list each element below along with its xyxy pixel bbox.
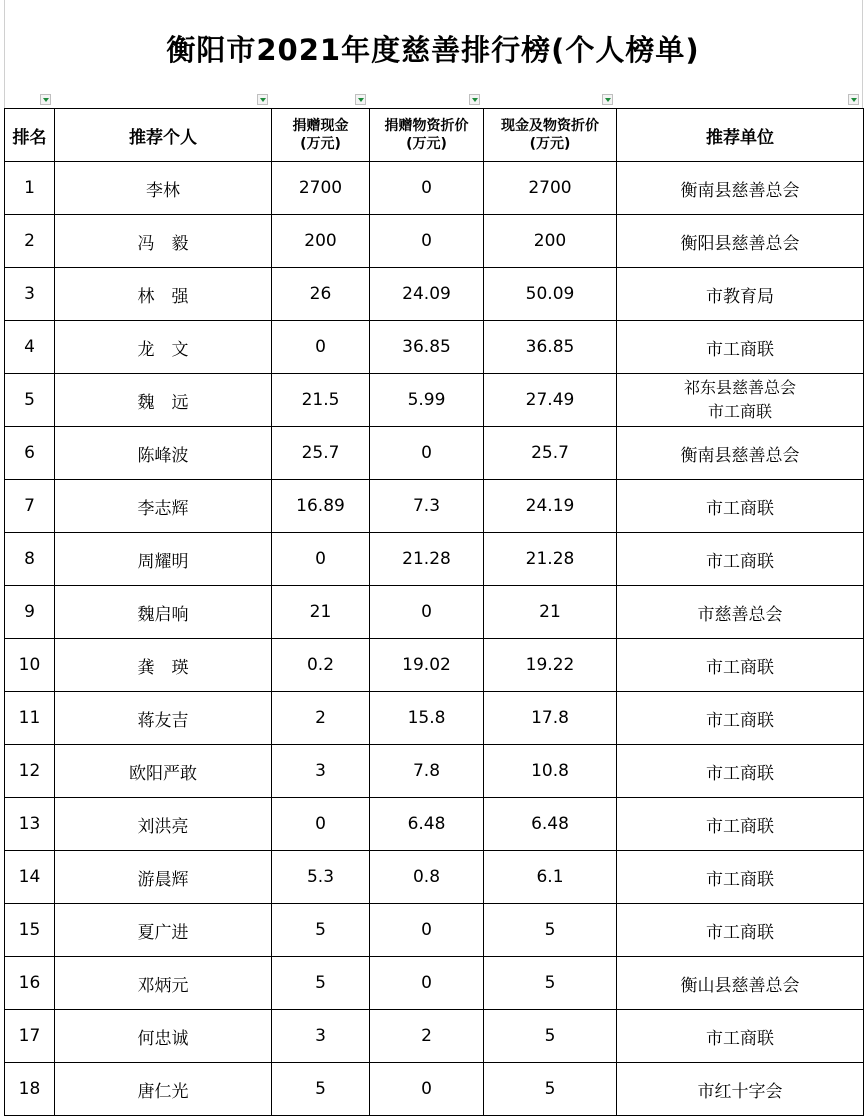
total-cell[interactable]: 21 [484,586,617,639]
name-cell[interactable]: 龙 文 [55,321,272,374]
rank-cell[interactable]: 17 [5,1010,55,1063]
name-cell[interactable]: 陈峰波 [55,427,272,480]
rank-cell[interactable]: 11 [5,692,55,745]
name-cell[interactable]: 夏广进 [55,904,272,957]
rank-cell[interactable]: 13 [5,798,55,851]
rank-cell[interactable]: 10 [5,639,55,692]
table-row [5,957,864,1010]
unit-line: 市工商联 [706,816,774,837]
header-total[interactable]: 现金及物资折价 (万元) [484,109,617,162]
name-cell[interactable]: 林 强 [55,268,272,321]
unit-line: 市工商联 [706,657,774,678]
rank-cell[interactable]: 4 [5,321,55,374]
name-cell[interactable]: 魏 远 [55,374,272,427]
table-row [5,480,864,533]
header-name[interactable]: 推荐个人 [55,109,272,162]
unit-cell[interactable] [617,692,864,745]
cash-cell[interactable]: 5.3 [272,851,370,904]
cash-cell[interactable]: 25.7 [272,427,370,480]
total-cell[interactable]: 6.1 [484,851,617,904]
rank-cell[interactable]: 6 [5,427,55,480]
total-cell[interactable]: 36.85 [484,321,617,374]
goods-cell[interactable]: 24.09 [370,268,484,321]
table-row [5,798,864,851]
unit-line: 市工商联 [706,922,774,943]
name-cell[interactable]: 游晨辉 [55,851,272,904]
total-cell[interactable]: 19.22 [484,639,617,692]
rank-cell[interactable]: 8 [5,533,55,586]
table-row [5,268,864,321]
unit-cell[interactable] [617,586,864,639]
header-cash[interactable]: 捐赠现金 (万元) [272,109,370,162]
rank-cell[interactable]: 12 [5,745,55,798]
total-cell[interactable]: 200 [484,215,617,268]
cash-cell[interactable]: 5 [272,1063,370,1116]
table-row [5,692,864,745]
table-row [5,586,864,639]
table-row [5,162,864,215]
name-cell[interactable]: 李志辉 [55,480,272,533]
name-cell[interactable]: 魏启响 [55,586,272,639]
total-cell[interactable]: 5 [484,904,617,957]
unit-line: 市工商联 [706,339,774,360]
unit-line: 衡南县慈善总会 [680,445,800,466]
cash-cell[interactable]: 2700 [272,162,370,215]
unit-cell[interactable] [617,215,864,268]
unit-line: 衡南县慈善总会 [680,180,800,201]
name-cell[interactable]: 唐仁光 [55,1063,272,1116]
table-header-row [5,109,864,162]
total-cell[interactable]: 25.7 [484,427,617,480]
filter-dropdown-icon[interactable] [848,94,859,105]
header-goods[interactable]: 捐赠物资折价 (万元) [370,109,484,162]
table-row [5,639,864,692]
goods-cell[interactable]: 36.85 [370,321,484,374]
unit-line: 市工商联 [706,498,774,519]
unit-cell[interactable] [617,162,864,215]
unit-line: 衡阳县慈善总会 [680,233,800,254]
goods-cell[interactable]: 0 [370,957,484,1010]
unit-cell[interactable] [617,427,864,480]
goods-cell[interactable]: 0 [370,427,484,480]
table-row [5,374,864,427]
header-unit[interactable]: 推荐单位 [617,109,864,162]
cash-cell[interactable]: 5 [272,904,370,957]
cash-cell[interactable]: 3 [272,1010,370,1063]
unit-cell[interactable] [617,851,864,904]
total-cell[interactable]: 24.19 [484,480,617,533]
name-cell[interactable]: 周耀明 [55,533,272,586]
ranking-table [4,108,864,1116]
cash-cell[interactable]: 200 [272,215,370,268]
total-cell[interactable]: 10.8 [484,745,617,798]
total-cell[interactable]: 21.28 [484,533,617,586]
header-rank[interactable]: 排名 [5,109,55,162]
table-row [5,1010,864,1063]
total-cell[interactable]: 2700 [484,162,617,215]
goods-cell[interactable]: 21.28 [370,533,484,586]
goods-cell[interactable]: 0 [370,215,484,268]
filter-dropdown-icon[interactable] [257,94,268,105]
goods-cell[interactable]: 15.8 [370,692,484,745]
unit-cell[interactable] [617,1010,864,1063]
filter-dropdown-icon[interactable] [40,94,51,105]
cash-cell[interactable]: 0 [272,321,370,374]
unit-cell[interactable] [617,321,864,374]
cash-cell[interactable]: 21.5 [272,374,370,427]
cash-cell[interactable]: 0 [272,533,370,586]
total-cell[interactable]: 6.48 [484,798,617,851]
unit-line: 市红十字会 [697,1081,783,1102]
cash-cell[interactable]: 16.89 [272,480,370,533]
name-cell[interactable]: 李林 [55,162,272,215]
unit-cell[interactable] [617,957,864,1010]
unit-line: 衡山县慈善总会 [680,975,800,996]
goods-cell[interactable]: 7.8 [370,745,484,798]
name-cell[interactable]: 邓炳元 [55,957,272,1010]
total-cell[interactable]: 27.49 [484,374,617,427]
total-cell[interactable]: 50.09 [484,268,617,321]
unit-line: 市工商联 [706,869,774,890]
rank-cell[interactable]: 5 [5,374,55,427]
cash-cell[interactable]: 26 [272,268,370,321]
goods-cell[interactable]: 0 [370,1063,484,1116]
unit-cell[interactable] [617,533,864,586]
rank-cell[interactable]: 3 [5,268,55,321]
goods-cell[interactable]: 0 [370,904,484,957]
rank-cell[interactable]: 14 [5,851,55,904]
rank-cell[interactable]: 15 [5,904,55,957]
name-cell[interactable]: 冯 毅 [55,215,272,268]
cash-cell[interactable]: 0.2 [272,639,370,692]
unit-cell[interactable] [617,745,864,798]
table-row [5,427,864,480]
cash-cell[interactable]: 3 [272,745,370,798]
rank-cell[interactable]: 2 [5,215,55,268]
rank-cell[interactable]: 1 [5,162,55,215]
table-row [5,1063,864,1116]
goods-cell[interactable]: 6.48 [370,798,484,851]
goods-cell[interactable]: 0 [370,586,484,639]
cash-cell[interactable]: 5 [272,957,370,1010]
unit-line-2: 市工商联 [707,402,772,421]
filter-dropdown-icon[interactable] [355,94,366,105]
total-cell[interactable]: 5 [484,957,617,1010]
rank-cell[interactable]: 7 [5,480,55,533]
goods-cell[interactable]: 0.8 [370,851,484,904]
unit-cell[interactable] [617,798,864,851]
total-cell[interactable]: 5 [484,1010,617,1063]
unit-cell[interactable] [617,904,864,957]
total-cell[interactable]: 17.8 [484,692,617,745]
unit-line: 市工商联 [706,763,774,784]
rank-cell[interactable]: 9 [5,586,55,639]
name-cell[interactable]: 刘洪亮 [55,798,272,851]
rank-cell[interactable]: 18 [5,1063,55,1116]
unit-line: 市慈善总会 [697,604,783,625]
page-title: 衡阳市2021年度慈善排行榜(个人榜单) [166,33,700,67]
cash-cell[interactable]: 21 [272,586,370,639]
unit-line: 市工商联 [706,1028,774,1049]
name-cell[interactable]: 蒋友吉 [55,692,272,745]
cash-cell[interactable]: 2 [272,692,370,745]
unit-line: 市教育局 [706,286,774,307]
goods-cell[interactable]: 0 [370,162,484,215]
total-cell[interactable]: 5 [484,1063,617,1116]
filter-dropdown-icon[interactable] [469,94,480,105]
unit-cell[interactable] [617,374,864,427]
table-row [5,745,864,798]
unit-cell[interactable] [617,268,864,321]
name-cell[interactable]: 何忠诚 [55,1010,272,1063]
table-row [5,215,864,268]
unit-line: 祁东县慈善总会 [683,378,796,397]
table-row [5,533,864,586]
name-cell[interactable]: 龚 瑛 [55,639,272,692]
name-cell[interactable]: 欧阳严敢 [55,745,272,798]
goods-cell[interactable]: 19.02 [370,639,484,692]
unit-line: 市工商联 [706,551,774,572]
rank-cell[interactable]: 16 [5,957,55,1010]
autofilter-row [0,92,866,108]
goods-cell[interactable]: 5.99 [370,374,484,427]
cash-cell[interactable]: 0 [272,798,370,851]
unit-cell[interactable] [617,639,864,692]
filter-dropdown-icon[interactable] [602,94,613,105]
goods-cell[interactable]: 2 [370,1010,484,1063]
goods-cell[interactable]: 7.3 [370,480,484,533]
unit-line: 市工商联 [706,710,774,731]
table-row [5,904,864,957]
table-row [5,851,864,904]
unit-cell[interactable] [617,1063,864,1116]
table-row [5,321,864,374]
unit-cell[interactable] [617,480,864,533]
